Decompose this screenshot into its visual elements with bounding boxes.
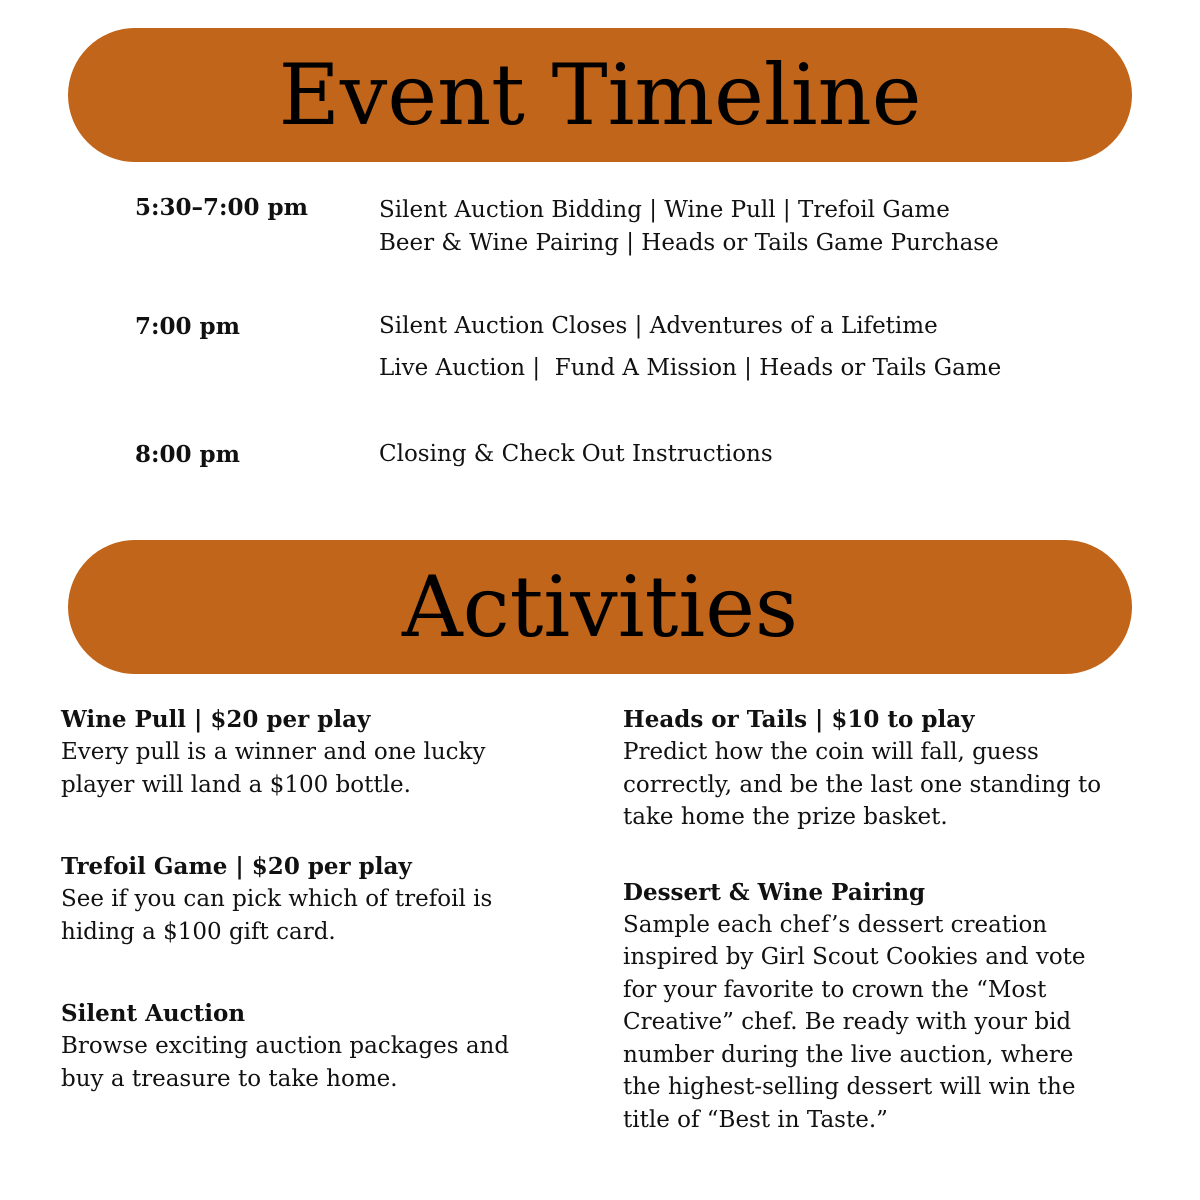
timeline-item-line: Beer & Wine Pairing | Heads or Tails Game Purchase (379, 230, 999, 256)
activity-desc-line: Every pull is a winner and one lucky (61, 739, 486, 765)
activities-right-column (623, 704, 1143, 1136)
timeline-item-line: Live Auction | Fund A Mission | Heads or Tails Game (379, 355, 1002, 381)
activity-title: Silent Auction (61, 1000, 246, 1027)
activity-heads-or-tails (623, 704, 1143, 834)
activity-silent-auction (61, 998, 561, 1095)
activity-wine-pull (61, 704, 561, 801)
timeline-items (379, 441, 1119, 467)
timeline-items (379, 305, 1119, 389)
activity-dessert-wine-pairing (623, 877, 1143, 1137)
activity-desc-line: take home the prize basket. (623, 804, 948, 830)
timeline-time: 5:30–7:00 pm (135, 194, 308, 221)
activity-desc-line: Sample each chef’s dessert creation (623, 911, 1048, 938)
activity-title: Heads or Tails | $10 to play (623, 706, 975, 733)
activity-trefoil-game (61, 851, 561, 948)
activity-desc-line: the highest-selling dessert will win the (623, 1074, 1076, 1100)
activities-banner (68, 540, 1132, 674)
timeline-item-line: Closing & Check Out Instructions (379, 441, 773, 467)
activity-desc-line: correctly, and be the last one standing to (623, 771, 1102, 798)
activity-desc-line: number during the live auction, where (623, 1041, 1074, 1068)
timeline-item-line: Silent Auction Bidding | Wine Pull | Trefoil Game (379, 197, 950, 223)
activities-left-column (61, 704, 561, 1095)
activity-desc-line: Creative” chef. Be ready with your bid (623, 1009, 1072, 1035)
activity-desc-line: Predict how the coin will fall, guess (623, 739, 1039, 765)
activity-desc-line: hiding a $100 gift card. (61, 918, 336, 945)
activity-desc-line: See if you can pick which of trefoil is (61, 886, 493, 912)
timeline-items (379, 194, 1119, 260)
activity-desc-line: for your favorite to crown the “Most (623, 976, 1047, 1003)
activity-desc-line: buy a treasure to take home. (61, 1065, 398, 1092)
event-timeline-banner (68, 28, 1132, 162)
activity-title: Wine Pull | $20 per play (61, 706, 371, 733)
timeline-time: 8:00 pm (135, 441, 240, 468)
activity-title: Dessert & Wine Pairing (623, 878, 926, 906)
activity-desc-line: inspired by Girl Scout Cookies and vote (623, 944, 1086, 970)
activity-desc-line: player will land a $100 bottle. (61, 771, 411, 798)
activities-heading: Activities (401, 558, 799, 656)
timeline-item-line: Silent Auction Closes | Adventures of a Lifetime (379, 313, 938, 339)
activity-desc-line: Browse exciting auction packages and (61, 1033, 510, 1059)
timeline-time: 7:00 pm (135, 313, 240, 340)
activity-title: Trefoil Game | $20 per play (61, 853, 412, 880)
activity-desc-line: title of “Best in Taste.” (623, 1106, 888, 1133)
event-timeline-heading: Event Timeline (278, 46, 922, 144)
